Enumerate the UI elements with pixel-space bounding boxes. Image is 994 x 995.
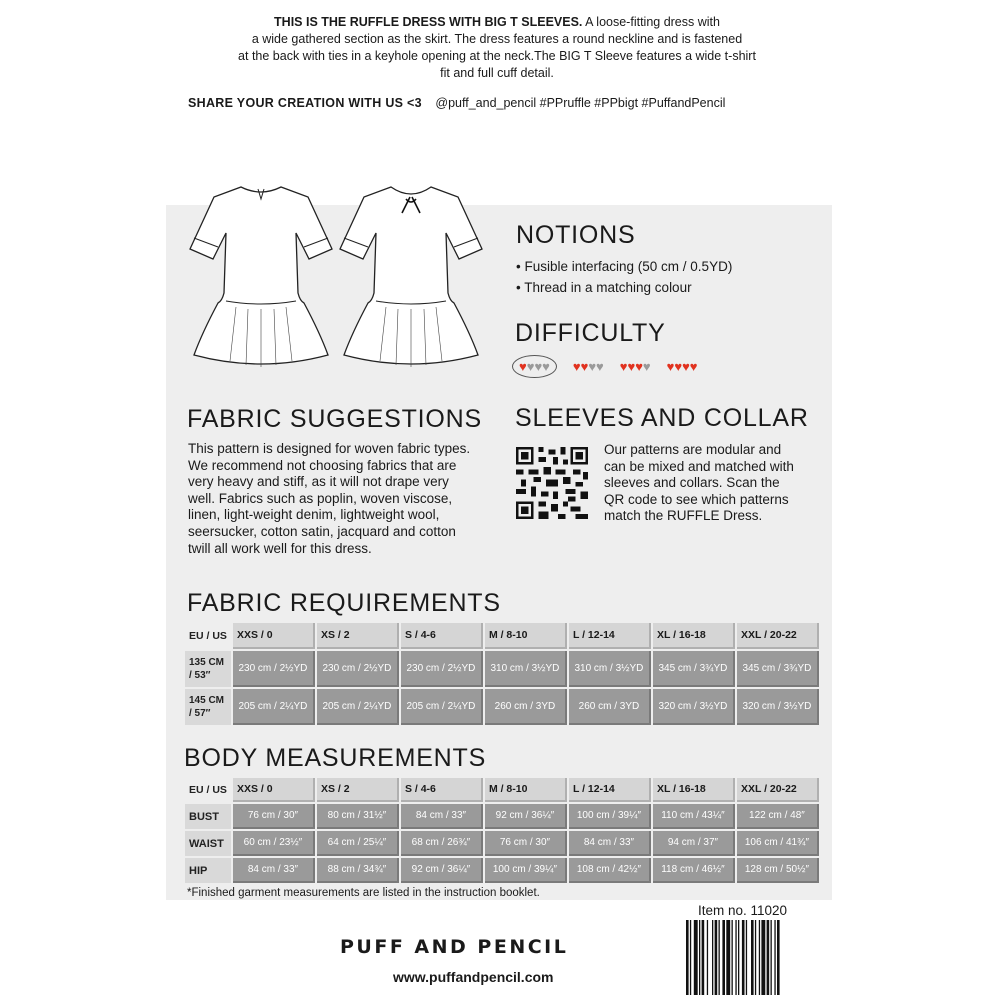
barcode-bar <box>761 920 765 995</box>
barcode-bar <box>712 920 713 995</box>
heart-icon: ♥ <box>542 358 550 374</box>
size-header: XXL / 20-22 <box>737 778 819 802</box>
barcode-bar <box>767 920 770 995</box>
table-cell: 320 cm / 3½YD <box>737 689 819 725</box>
heart-icon: ♥ <box>666 358 675 374</box>
table-cell: 108 cm / 42½″ <box>569 858 651 883</box>
barcode-bar <box>759 920 760 995</box>
table-cell: 345 cm / 3¾YD <box>653 651 735 687</box>
website-link[interactable]: www.puffandpencil.com <box>393 969 554 985</box>
notions-heading: NOTIONS <box>516 221 636 249</box>
table-cell: 64 cm / 25¼″ <box>317 831 399 856</box>
sleeves-collar-line: sleeves and collars. Scan the <box>604 475 780 491</box>
table-cell: 60 cm / 23½″ <box>233 831 315 856</box>
barcode-bar <box>702 920 705 995</box>
size-header: XS / 2 <box>317 778 399 802</box>
body-measurements-table <box>183 776 821 885</box>
notion-item: • Fusible interfacing (50 cm / 0.5YD) <box>516 256 732 277</box>
barcode-bar <box>726 920 730 995</box>
table-cell: 84 cm / 33″ <box>401 804 483 829</box>
heart-icon: ♥ <box>627 358 636 374</box>
size-header: XL / 16-18 <box>653 623 735 649</box>
table-cell: 205 cm / 2¼YD <box>317 689 399 725</box>
barcode-bar <box>686 920 689 995</box>
sleeves-collar-text <box>604 442 794 525</box>
table-cell: 310 cm / 3½YD <box>485 651 567 687</box>
table-cell: 230 cm / 2½YD <box>317 651 399 687</box>
barcode-bar <box>735 920 736 995</box>
heart-icon: ♥ <box>519 358 527 374</box>
share-line <box>188 96 725 110</box>
difficulty-level-2 <box>573 360 604 373</box>
intro-line-1: A loose-fitting dress with <box>582 15 720 29</box>
barcode-bar <box>742 920 745 995</box>
barcode-bar <box>746 920 747 995</box>
size-header: XXS / 0 <box>233 778 315 802</box>
heart-icon: ♥ <box>619 358 628 374</box>
size-header: S / 4-6 <box>401 778 483 802</box>
heart-icon: ♥ <box>588 358 597 374</box>
table-cell: 68 cm / 26¾″ <box>401 831 483 856</box>
table-row <box>185 651 819 687</box>
barcode-bar <box>732 920 733 995</box>
barcode-bar <box>751 920 754 995</box>
table-cell: 84 cm / 33″ <box>569 831 651 856</box>
dress-front-illustration <box>336 183 486 373</box>
measurement-label: WAIST <box>185 831 231 856</box>
barcode-icon <box>686 920 810 995</box>
heart-icon: ♥ <box>642 358 651 374</box>
barcode-bar <box>774 920 775 995</box>
table-row <box>185 831 819 856</box>
barcode-bar <box>699 920 700 995</box>
heart-icon: ♥ <box>596 358 604 374</box>
heart-icon: ♥ <box>572 358 581 374</box>
table-cell: 106 cm / 41¾″ <box>737 831 819 856</box>
barcode-bar <box>707 920 708 995</box>
heart-icon: ♥ <box>689 358 698 374</box>
table-cell: 84 cm / 33″ <box>233 858 315 883</box>
fabric-suggestions-text <box>188 441 470 557</box>
table-corner-label: EU / US <box>189 630 227 642</box>
table-cell: 205 cm / 2¼YD <box>233 689 315 725</box>
size-header: XXS / 0 <box>233 623 315 649</box>
fabric-requirements-heading: FABRIC REQUIREMENTS <box>187 589 501 617</box>
intro-line-3: at the back with ties in a keyhole opening at the neck.The BIG T Sleeve features a wide t-shirt <box>238 49 756 63</box>
table-cell: 76 cm / 30″ <box>485 831 567 856</box>
table-cell: 230 cm / 2½YD <box>233 651 315 687</box>
heart-icon: ♥ <box>635 358 643 374</box>
barcode-bar <box>719 920 720 995</box>
table-cell: 100 cm / 39¼″ <box>485 858 567 883</box>
table-cell: 205 cm / 2¼YD <box>401 689 483 725</box>
share-tags: @puff_and_pencil #PPruffle #PPbigt #PuffandPencil <box>435 96 726 110</box>
barcode-bar <box>690 920 691 995</box>
size-header: XL / 16-18 <box>653 778 735 802</box>
sleeves-collar-heading: SLEEVES AND COLLAR <box>515 404 809 432</box>
barcode-bar <box>777 920 780 995</box>
difficulty-level-3 <box>620 360 651 373</box>
heart-icon: ♥ <box>682 358 690 374</box>
measurement-label: BUST <box>185 804 231 829</box>
brand-logo: PUFF AND PENCIL <box>340 936 569 958</box>
table-cell: 310 cm / 3½YD <box>569 651 651 687</box>
table-row <box>185 689 819 725</box>
measurement-label: HIP <box>185 858 231 883</box>
table-cell: 345 cm / 3¾YD <box>737 651 819 687</box>
table-row <box>185 804 819 829</box>
fabric-width-label: 135 CM / 53″ <box>185 651 231 687</box>
size-header: M / 8-10 <box>485 778 567 802</box>
intro-title: THIS IS THE RUFFLE DRESS WITH BIG T SLEEVES. <box>274 15 583 29</box>
difficulty-rating <box>512 352 714 380</box>
table-cell: 122 cm / 48″ <box>737 804 819 829</box>
body-measurements-heading: BODY MEASUREMENTS <box>184 744 487 772</box>
table-cell: 260 cm / 3YD <box>485 689 567 725</box>
heart-icon: ♥ <box>580 358 589 374</box>
size-header: L / 12-14 <box>569 623 651 649</box>
heart-icon: ♥ <box>526 358 535 374</box>
intro-line-2: a wide gathered section as the skirt. The dress features a round neckline and is fastened <box>251 32 743 46</box>
table-cell: 118 cm / 46½″ <box>653 858 735 883</box>
fabric-suggestions-line: We recommend not choosing fabrics that are <box>188 457 457 473</box>
difficulty-level-4 <box>667 360 698 373</box>
fabric-requirements-table <box>183 621 821 727</box>
qr-code-icon[interactable] <box>516 444 588 522</box>
fabric-suggestions-line: very heavy and stiff, as it will not drape very <box>188 474 449 490</box>
table-cell: 128 cm / 50½″ <box>737 858 819 883</box>
table-cell: 260 cm / 3YD <box>569 689 651 725</box>
fabric-suggestions-line: well. Fabrics such as poplin, woven viscose, <box>188 490 453 506</box>
table-row <box>185 858 819 883</box>
table-cell: 320 cm / 3½YD <box>653 689 735 725</box>
barcode-bar <box>738 920 739 995</box>
barcode-bar <box>694 920 698 995</box>
dress-back-illustration <box>186 183 336 373</box>
share-label: SHARE YOUR CREATION WITH US <3 <box>188 96 422 110</box>
size-header: XS / 2 <box>317 623 399 649</box>
table-corner-label: EU / US <box>189 784 227 796</box>
size-header: L / 12-14 <box>569 778 651 802</box>
fabric-suggestions-heading: FABRIC SUGGESTIONS <box>187 405 483 433</box>
size-header: M / 8-10 <box>485 623 567 649</box>
table-cell: 80 cm / 31½″ <box>317 804 399 829</box>
footnote: *Finished garment measurements are listed in the instruction booklet. <box>187 887 540 899</box>
fabric-suggestions-line: twill all work well for this dress. <box>188 540 372 556</box>
table-cell: 94 cm / 37″ <box>653 831 735 856</box>
heart-icon: ♥ <box>534 358 543 374</box>
sleeves-collar-line: can be mixed and matched with <box>604 458 794 474</box>
barcode-bar <box>771 920 772 995</box>
table-cell: 230 cm / 2½YD <box>401 651 483 687</box>
size-header: XXL / 20-22 <box>737 623 819 649</box>
table-cell: 76 cm / 30″ <box>233 804 315 829</box>
table-cell: 110 cm / 43¼″ <box>653 804 735 829</box>
fabric-suggestions-line: linen, light-weight denim, lightweight wool, <box>188 507 440 523</box>
sleeves-collar-line: Our patterns are modular and <box>604 442 782 457</box>
barcode-bar <box>715 920 718 995</box>
sleeves-collar-line: QR code to see which patterns <box>604 491 789 507</box>
notions-list <box>516 256 732 298</box>
table-cell: 88 cm / 34¾″ <box>317 858 399 883</box>
difficulty-heading: DIFFICULTY <box>515 319 666 347</box>
barcode-bar <box>722 920 725 995</box>
difficulty-level-1 <box>512 355 557 378</box>
fabric-width-label: 145 CM / 57″ <box>185 689 231 725</box>
intro-line-4: fit and full cuff detail. <box>440 66 554 80</box>
table-cell: 92 cm / 36¼″ <box>485 804 567 829</box>
intro-text <box>180 14 814 82</box>
table-cell: 100 cm / 39¼″ <box>569 804 651 829</box>
barcode-bar <box>755 920 756 995</box>
fabric-suggestions-line: This pattern is designed for woven fabric types. <box>188 441 471 456</box>
fabric-suggestions-line: seersucker, cotton satin, jacquard and cotton <box>188 523 456 539</box>
table-cell: 92 cm / 36¼″ <box>401 858 483 883</box>
heart-icon: ♥ <box>674 358 683 374</box>
item-number: Item no. 11020 <box>698 903 788 918</box>
size-header: S / 4-6 <box>401 623 483 649</box>
sleeves-collar-line: match the RUFFLE Dress. <box>604 508 763 524</box>
notion-item: • Thread in a matching colour <box>516 277 732 298</box>
